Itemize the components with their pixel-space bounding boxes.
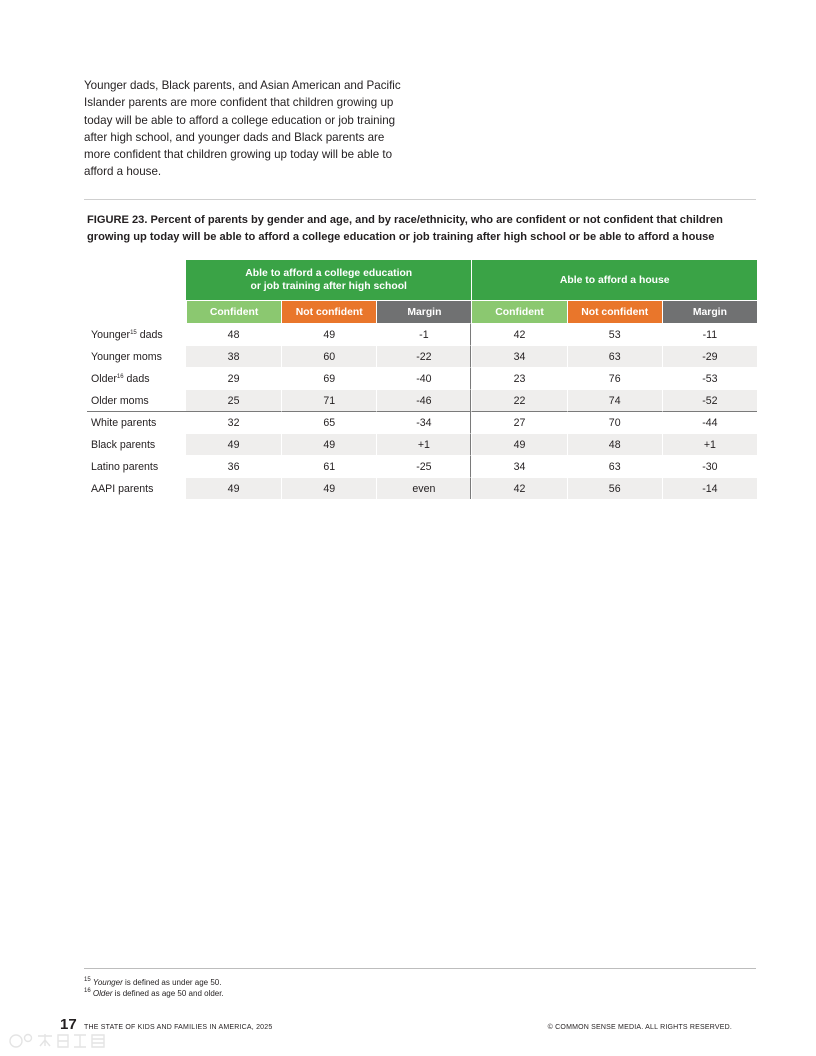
table-cell: 76 <box>567 367 662 389</box>
footnotes <box>84 977 224 999</box>
table-cell: 69 <box>281 367 376 389</box>
table-cell: 61 <box>281 455 376 477</box>
table-row <box>87 477 757 499</box>
copyright-notice: © COMMON SENSE MEDIA. ALL RIGHTS RESERVED. <box>547 1024 732 1031</box>
watermark-logo <box>8 1030 108 1052</box>
table-cell: -52 <box>662 389 757 411</box>
col-header-not-confident: Not confident <box>567 300 662 323</box>
table-cell: 63 <box>567 455 662 477</box>
table-cell: +1 <box>662 433 757 455</box>
table-cell: 71 <box>281 389 376 411</box>
footnote <box>84 988 224 999</box>
table-cell: even <box>376 477 471 499</box>
table-cell: 38 <box>186 345 281 367</box>
table-cell: -25 <box>376 455 471 477</box>
footnote-number: 16 <box>84 988 91 994</box>
footnote-text: is defined as age 50 and older. <box>112 989 224 998</box>
footnote-divider <box>84 968 756 969</box>
page-number: 17 <box>60 1016 77 1033</box>
row-label-text: AAPI parents <box>91 482 154 495</box>
table-cell: -53 <box>662 367 757 389</box>
row-label <box>87 411 186 433</box>
col-header-margin: Margin <box>662 300 757 323</box>
table-cell: -14 <box>662 477 757 499</box>
table-cell: 56 <box>567 477 662 499</box>
footnote-ref: 16 <box>116 373 124 380</box>
table-cell: 53 <box>567 323 662 345</box>
table-row <box>87 323 757 345</box>
table-cell: 48 <box>567 433 662 455</box>
footnote-ref: 15 <box>130 329 137 336</box>
table-cell: 34 <box>471 455 566 477</box>
row-label <box>87 323 186 345</box>
row-label-text: Younger <box>91 328 131 341</box>
table-cell: 63 <box>567 345 662 367</box>
figure-23-table <box>87 260 757 499</box>
table-cell: 49 <box>186 433 281 455</box>
footnote <box>84 977 224 988</box>
table-cell: -11 <box>662 323 757 345</box>
table-cell: 70 <box>567 411 662 433</box>
row-label-text: Older moms <box>91 394 149 407</box>
table-cell: -40 <box>376 367 471 389</box>
table-cell: 65 <box>281 411 376 433</box>
row-label <box>87 455 186 477</box>
row-label-text: White parents <box>91 416 157 429</box>
footnote-term: Older <box>92 989 113 998</box>
table-row <box>87 433 757 455</box>
table-cell: -44 <box>662 411 757 433</box>
col-header-margin: Margin <box>376 300 471 323</box>
table-cell: 49 <box>281 433 376 455</box>
section-divider <box>84 199 756 200</box>
table-cell: -22 <box>376 345 471 367</box>
table-cell: 25 <box>186 389 281 411</box>
footnote-text: is defined as under age 50. <box>122 978 222 987</box>
row-label-text: Older <box>91 372 117 385</box>
footnote-number: 15 <box>84 977 91 983</box>
table-cell: 23 <box>471 367 566 389</box>
table-cell: 42 <box>471 323 566 345</box>
table-cell: 74 <box>567 389 662 411</box>
table-cell: 49 <box>281 477 376 499</box>
table-cell: -34 <box>376 411 471 433</box>
table-cell: 29 <box>186 367 281 389</box>
row-label <box>87 389 186 411</box>
row-label <box>87 367 186 389</box>
row-label-suffix: dads <box>123 372 150 385</box>
table-cell: 49 <box>471 433 566 455</box>
table-cell: -46 <box>376 389 471 411</box>
footnote-term: Younger <box>92 978 123 987</box>
table-cell: -29 <box>662 345 757 367</box>
table-row <box>87 455 757 477</box>
figure-caption: FIGURE 23. Percent of parents by gender and age, and by race/ethnicity, who are confident or not confident that children growing up today will be able to afford a college education or job training after high school or be able to afford a house <box>87 214 723 243</box>
corner-cell <box>87 260 186 300</box>
table-cell: 42 <box>471 477 566 499</box>
corner-cell-sub <box>87 300 186 323</box>
table-row <box>87 389 757 411</box>
row-label <box>87 477 186 499</box>
table-cell: -1 <box>376 323 471 345</box>
group-header-house: Able to afford a house <box>471 260 757 300</box>
col-header-confident: Confident <box>471 300 566 323</box>
table-row <box>87 411 757 433</box>
row-label-suffix: dads <box>136 328 163 341</box>
col-header-not-confident: Not confident <box>281 300 376 323</box>
table-cell: +1 <box>376 433 471 455</box>
row-label-text: Latino parents <box>91 460 159 473</box>
intro-paragraph: Younger dads, Black parents, and Asian American and Pacific Islander parents are more confident that children growing up today will be able to afford a college education or job training after high school, and younger dads and Black parents are more confident that children growing up today will be able to afford a house. <box>84 79 401 179</box>
publication-title: THE STATE OF KIDS AND FAMILIES IN AMERICA, 2025 <box>84 1024 273 1031</box>
table-cell: 36 <box>186 455 281 477</box>
table-row <box>87 345 757 367</box>
row-label <box>87 345 186 367</box>
row-label-text: Younger moms <box>91 350 162 363</box>
table-cell: 60 <box>281 345 376 367</box>
row-label <box>87 433 186 455</box>
table-cell: 34 <box>471 345 566 367</box>
table-cell: 32 <box>186 411 281 433</box>
page-footer <box>0 1016 816 1038</box>
row-label-text: Black parents <box>91 438 156 451</box>
table-cell: 49 <box>281 323 376 345</box>
table-row <box>87 367 757 389</box>
table-cell: 49 <box>186 477 281 499</box>
table-cell: -30 <box>662 455 757 477</box>
group-header-college: Able to afford a college education or job training after high school <box>186 260 471 300</box>
table-cell: 22 <box>471 389 566 411</box>
table-cell: 27 <box>471 411 566 433</box>
col-header-confident: Confident <box>186 300 281 323</box>
table-cell: 48 <box>186 323 281 345</box>
